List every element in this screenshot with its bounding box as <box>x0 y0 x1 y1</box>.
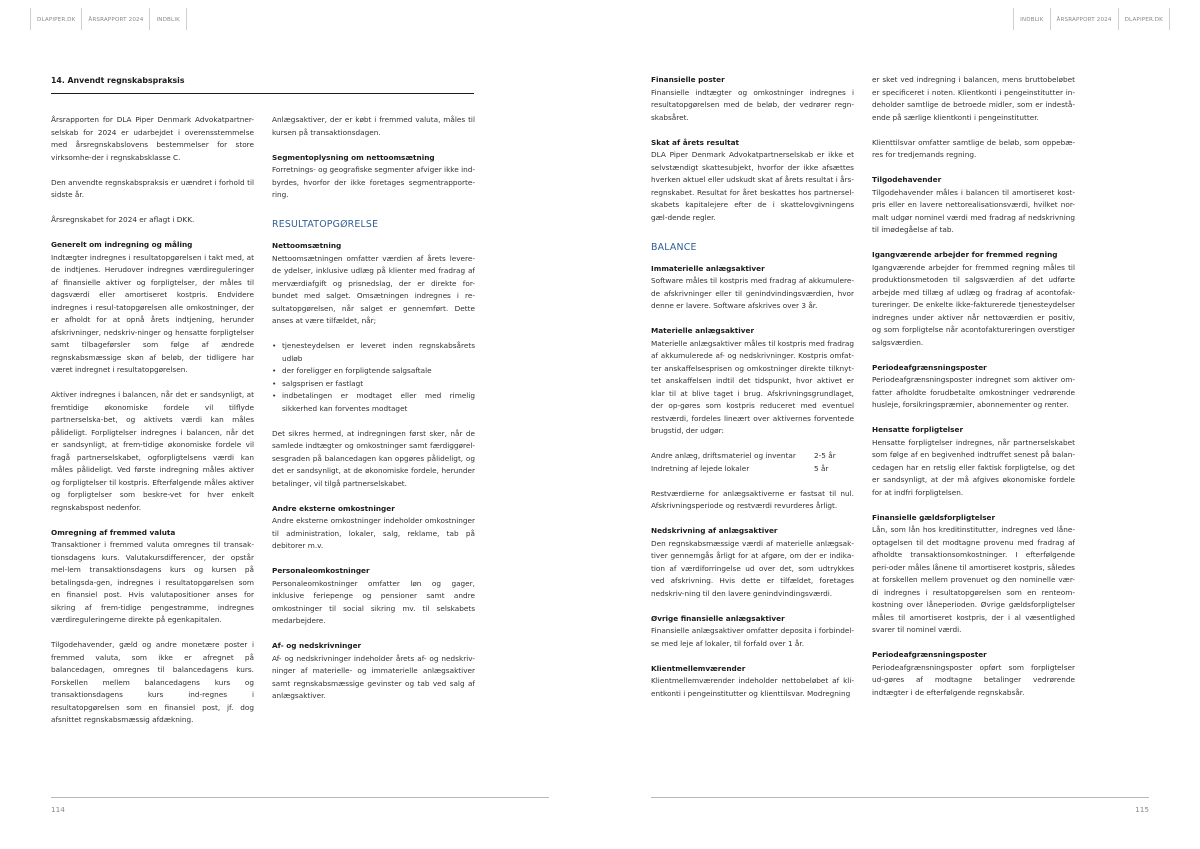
nav-link-insight[interactable]: INDBLIK <box>149 8 186 30</box>
subheading: Finansielle gældsforpligtelser <box>872 512 996 522</box>
column-2 <box>272 114 475 703</box>
paragraph: Forretnings- og geografiske segmenter afviger ikke ind-byrdes, hvorfor der ikke foretages segmentrapporte-ring. <box>272 165 475 199</box>
paragraph: Af- og nedskrivninger indeholder årets af- og nedskriv-ninger af materielle- og immaterielle anlægsaktiver samt regnskabsmæssige gevinster og tab ved salg af anlægsaktiver. <box>272 653 475 700</box>
subheading: Igangværende arbejder for fremmed regning <box>872 250 1058 259</box>
nav-link-annual-report[interactable]: ÅRSRAPPORT 2024 <box>1050 8 1118 30</box>
paragraph: Den regnskabsmæssige værdi af materielle anlægsak-tiver gennemgås årligt for at afgøre, om der er indika-tion af værdiforringelse ud over det, som udtrykkes ved afskrivning. Hvis dette er tilfældet, foretages nedskriv-ning til den lavere genindvindingsværdi. <box>651 538 854 598</box>
list-item: • der foreligger en forpligtende salgsaftale <box>272 365 475 378</box>
paragraph: Finansielle indtægter og omkostninger indregnes i resultatopgørelsen med de beløb, der vedrører regn-skabsåret. <box>651 87 854 122</box>
nav-link-site[interactable]: DLAPIPER.DK <box>30 8 81 30</box>
paragraph: Hensatte forpligtelser indregnes, når partnerselskabet som følge af en begivenhed indtruffet senest på balan-cedagen har en retslig eller faktisk forpligtelse, og det er sandsynligt, at der må afgives økonomiske fordele for at indfri forpligtelsen. <box>872 437 1075 497</box>
column-1 <box>51 114 254 727</box>
paragraph: Anlægsaktiver, der er købt i fremmed valuta, måles til kursen på transaktionsdagen. <box>272 115 475 137</box>
paragraph: Det sikres hermed, at indregningen først sker, når de samlede indtægter og omkostninger samt færdiggørel-sesgraden på balancedagen kan opgøres pålideligt, og det er sandsynligt, at de økonomiske fordele, herunder betalinger, vil tilgå partnerselskabet. <box>272 428 475 488</box>
useful-life-value: 2-5 år <box>814 451 836 460</box>
paragraph: Klientmellemværender indeholder nettobeløbet af kli-entkonti i pengeinstitutter og klienttilsvar. Modregning <box>651 676 854 698</box>
paragraph: Materielle anlægsaktiver måles til kostpris med fradrag af akkumulerede af- og nedskrivninger. Kostpris omfat-ter anskaffelsesprisen og omkostninger direkte tilknyt-tet anskaffelsen indtil det tidspunkt, hvor aktivet er klar til at blive taget i brug. Afskrivningsgrundlaget, der op-gøres som kostpris reduceret med eventuel restværdi, fordeles lineært over aktivernes forventede brugstid, der udgør: <box>651 338 854 435</box>
section-heading-income-statement: RESULTATOPGØRELSE <box>272 219 379 230</box>
subheading: Hensatte forpligtelser <box>872 425 964 434</box>
list-item: • tjenesteydelsen er leveret inden regnskabsårets udløb <box>272 340 475 365</box>
section-heading-balance: BALANCE <box>651 241 697 253</box>
criteria-list <box>272 340 475 415</box>
paragraph: Transaktioner i fremmed valuta omregnes til transak-tionsdagens kurs. Valutakursdifferencer, der opstår mel-lem transaktionsdagens kurs og kursen på betalingsda-gen, indregnes i resultatopgørelsen som en finansiel post. Hvis valutapositioner anses for sikring af frem-tidige pengestrømme, indregnes værdireguleringerne direkte på egenkapitalen. <box>51 540 254 624</box>
useful-life-row <box>651 463 854 476</box>
paragraph: Nettoomsætningen omfatter værdien af årets levere-de ydelser, inklusive udlæg på klienter med fradrag af merværdiafgift og prisnedslag, der er direkte for-bundet med salget. Omsætningen indregnes i re-sultatopgørelsen, når salget er gennemført. Dette anses at være tilfældet, når; <box>272 253 475 325</box>
subheading: Klientmellemværender <box>651 663 746 673</box>
useful-life-value: 5 år <box>814 463 829 473</box>
paragraph: Periodeafgrænsningsposter opført som forpligtelser ud-gøres af modtagne betalinger vedrørende indtægter i de efterfølgende regnskabsår. <box>872 662 1075 697</box>
paragraph: Tilgodehavender, gæld og andre monetære poster i fremmed valuta, som ikke er afregnet på balancedagen, omregnes til balancedagens kurs. Forskellen mellem balancedagens kurs og transaktionsdagens kurs ind-regnes i resultatopgørelsen som en finansiel post, jf. dog afsnittet regnskabsmæssig afdækning. <box>51 640 254 724</box>
subheading: Immaterielle anlægsaktiver <box>651 263 765 273</box>
nav-link-insight[interactable]: INDBLIK <box>1013 8 1049 30</box>
paragraph: er sket ved indregning i balancen, mens bruttobeløbet er specificeret i noten. Klientkonti i pengeinstitutter in-deholder samtlige de betroede midler, som er indestå-ende på særlige klientkonti i pengeinstitutter. <box>872 75 1075 122</box>
useful-life-label: Andre anlæg, driftsmateriel og inventar <box>651 451 796 460</box>
subheading: Materielle anlægsaktiver <box>651 326 755 335</box>
list-item: • salgsprisen er fastlagt <box>272 378 475 391</box>
column-3 <box>651 74 854 700</box>
paragraph: Restværdierne for anlægsaktiverne er fastsat til nul. Afskrivningsperiode og restværdi revurderes årligt. <box>651 488 854 510</box>
paragraph: DLA Piper Denmark Advokatpartnerselskab er ikke et selvstændigt skattesubjekt, hvorfor der ikke afsættes hverken aktuel eller udskudt skat af årets resultat i års-regnskabet. Resultat for året beskattes hos partnersel-skabets kapitalejere efter de i skattelovgivningens gæl-dende regler. <box>651 150 854 222</box>
paragraph: Årsrapporten for DLA Piper Denmark Advokatpartner-selskab for 2024 er udarbejdet i overensstemmelse med årsregnskabslovens bestemmelser for store virksomhe-der i regnskabsklasse C. <box>51 115 254 162</box>
paragraph: Tilgodehavender måles i balancen til amortiseret kost-pris eller en lavere nettorealisationsværdi, hvilket nor-malt udgør nominel værdi med fradrag af nedskrivning til imødegåelse af tab. <box>872 187 1075 234</box>
page-number-right: 115 <box>1135 805 1149 814</box>
subheading: Nedskrivning af anlægsaktiver <box>651 526 778 535</box>
subheading: Periodeafgrænsningsposter <box>872 650 987 659</box>
subheading: Segmentoplysning om nettoomsætning <box>272 152 435 162</box>
section-title: 14. Anvendt regnskabspraksis <box>51 76 185 85</box>
paragraph: Finansielle anlægsaktiver omfatter deposita i forbindel-se med leje af lokaler, til forfald over 1 år. <box>651 626 854 648</box>
paragraph: Den anvendte regnskabspraksis er uændret i forhold til sidste år. <box>51 177 254 199</box>
paragraph: Aktiver indregnes i balancen, når det er sandsynligt, at fremtidige økonomiske fordele vil tilflyde partnerselska-bet, og aktivets værdi kan måles pålideligt. Forpligtelser indregnes i balancen, når det er sandsynligt, at frem-tidige økonomiske fordele vil fragå partnerselskabet, ogforpligtelsens værdi kan måles pålideligt. Ved første indregning måles aktiver og forpligtelser til kostpris. Efterfølgende måles aktiver og forpligtelser som beskre-vet for hver enkelt regnskabspost nedenfor. <box>51 390 254 512</box>
subheading: Tilgodehavender <box>872 175 942 184</box>
paragraph: Årsregnskabet for 2024 er aflagt i DKK. <box>51 215 195 224</box>
page-number-left: 114 <box>51 805 65 814</box>
subheading: Skat af årets resultat <box>651 137 740 147</box>
footer-divider-left <box>51 797 549 798</box>
subheading: Finansielle poster <box>651 75 725 84</box>
paragraph: Lån, som lån hos kreditinstitutter, indregnes ved låne-optagelsen til det modtagne provenu med fradrag af afholdte transaktionsomkostninger. I efterfølgende peri-oder måles lånene til amortiseret kostpris, således at forskellen mellem provenuet og den nominelle vær-di indregnes i resultatopgørelsen som en renteom-kostning over låneperioden. Øvrige gældsforpligtelser måles til amortiseret kostpris, der i al væsentlighed svarer til nominel værdi. <box>872 525 1075 634</box>
paragraph: Igangværende arbejder for fremmed regning måles til produktionsmetoden til salgsværdien af det udførte arbejde med tillæg af udlæg og fradrag af acontofak-tureringer. De enkelte ikke-fakturerede tjenesteydelser indregnes under aktiver når nettoværdien er positiv, og som forpligtelse når acontofaktureringen overstiger salgsværdien. <box>872 262 1075 347</box>
subheading: Omregning af fremmed valuta <box>51 527 176 537</box>
paragraph: Indtægter indregnes i resultatopgørelsen i takt med, at de indtjenes. Herudover indregnes værdireguleringer af finansielle aktiver og forpligtelser, der måles til dagsværdi eller amortiseret kostpris. Endvidere indregnes i resul-tatopgørelsen alle omkostninger, der er afholdt for at opnå årets indtjening, herunder afskrivninger, nedskriv-ninger og hensatte forpligtelser samt tilbageførsler som følge af ændrede regnskabsmæssige skøn af beløb, der tidligere har været indregnet i resultatopgørelsen. <box>51 252 254 374</box>
list-item: • indbetalingen er modtaget eller med rimelig sikkerhed kan forventes modtaget <box>272 390 475 415</box>
useful-life-row <box>651 450 854 463</box>
top-nav-left <box>30 8 187 30</box>
subheading: Andre eksterne omkostninger <box>272 503 395 513</box>
subheading: Generelt om indregning og måling <box>51 240 193 249</box>
footer-divider-right <box>651 797 1149 798</box>
title-divider <box>51 93 474 94</box>
nav-link-annual-report[interactable]: ÅRSRAPPORT 2024 <box>81 8 149 30</box>
subheading: Periodeafgrænsningsposter <box>872 362 987 372</box>
column-4 <box>872 74 1075 699</box>
subheading: Af- og nedskrivninger <box>272 641 362 650</box>
paragraph: Periodeafgrænsningsposter indregnet som aktiver om-fatter afholdte forudbetalte omkostninger vedrørende husleje, forsikringspræmier, abonnementer og renter. <box>872 375 1075 409</box>
paragraph: Andre eksterne omkostninger indeholder omkostninger til administration, lokaler, salg, reklame, tab på debitorer m.v. <box>272 516 475 550</box>
subheading: Øvrige finansielle anlægsaktiver <box>651 613 785 623</box>
paragraph: Personaleomkostninger omfatter løn og gager, inklusive feriepenge og pensioner samt andre omkostninger til social sikring mv. til selskabets medarbejdere. <box>272 578 475 625</box>
top-nav-right <box>1013 8 1170 30</box>
nav-link-site[interactable]: DLAPIPER.DK <box>1118 8 1170 30</box>
subheading: Nettoomsætning <box>272 241 342 250</box>
subheading: Personaleomkostninger <box>272 566 370 575</box>
paragraph: Klienttilsvar omfatter samtlige de beløb, som oppebæ-res for tredjemands regning. <box>872 137 1075 159</box>
useful-life-label: Indretning af lejede lokaler <box>651 463 750 473</box>
paragraph: Software måles til kostpris med fradrag af akkumulere-de afskrivninger eller til genindvindingsværdien, hvor denne er lavere. Software afskrives over 3 år. <box>651 276 854 310</box>
